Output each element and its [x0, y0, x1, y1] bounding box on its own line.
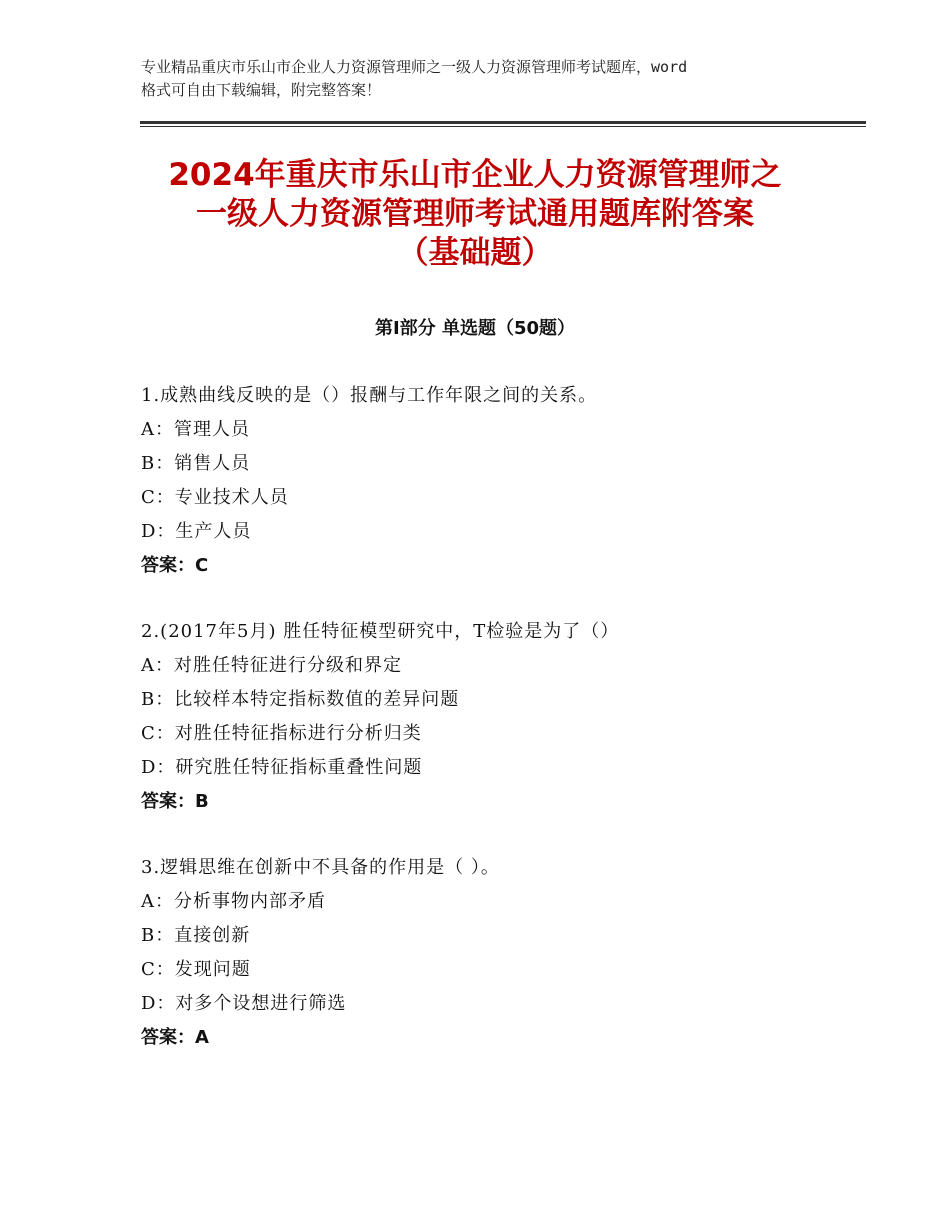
option-b: B：直接创新	[141, 925, 251, 946]
question-item	[141, 851, 861, 1055]
document-title-line-2: 一级人力资源管理师考试通用题库附答案	[196, 196, 754, 232]
answer-text: 答案：C	[141, 555, 209, 576]
question-text: 2.(2017年5月) 胜任特征模型研究中，T检验是为了（）	[141, 621, 620, 642]
question-item	[141, 615, 861, 819]
document-title	[100, 156, 850, 273]
option-d: D：研究胜任特征指标重叠性问题	[141, 757, 423, 778]
header-note-line-2: 格式可自由下载编辑，附完整答案！	[141, 81, 382, 99]
header-note	[141, 56, 821, 102]
option-a: A：对胜任特征进行分级和界定	[141, 655, 402, 676]
header-divider-thick	[140, 121, 866, 124]
option-b: B：比较样本特定指标数值的差异问题	[141, 689, 460, 710]
document-title-line-3: （基础题）	[397, 235, 553, 271]
option-c: C：发现问题	[141, 959, 251, 980]
option-d: D：生产人员	[141, 521, 252, 542]
option-b: B：销售人员	[141, 453, 251, 474]
option-a: A：分析事物内部矛盾	[141, 891, 326, 912]
option-a: A：管理人员	[141, 419, 250, 440]
question-text: 3.逻辑思维在创新中不具备的作用是（ ）。	[141, 857, 500, 878]
answer-text: 答案：B	[141, 791, 209, 812]
question-list	[141, 379, 861, 1087]
question-text: 1.成熟曲线反映的是（）报酬与工作年限之间的关系。	[141, 385, 598, 406]
answer-text: 答案：A	[141, 1027, 209, 1048]
question-item	[141, 379, 861, 583]
section-title: 第Ⅰ部分 单选题（50题）	[374, 318, 575, 339]
option-c: C：专业技术人员	[141, 487, 289, 508]
option-d: D：对多个设想进行筛选	[141, 993, 347, 1014]
header-note-line-1: 专业精品重庆市乐山市企业人力资源管理师之一级人力资源管理师考试题库，word	[141, 58, 688, 76]
option-c: C：对胜任特征指标进行分析归类	[141, 723, 422, 744]
document-title-line-1: 2024年重庆市乐山市企业人力资源管理师之	[168, 157, 782, 193]
header-divider-thin	[140, 126, 866, 127]
